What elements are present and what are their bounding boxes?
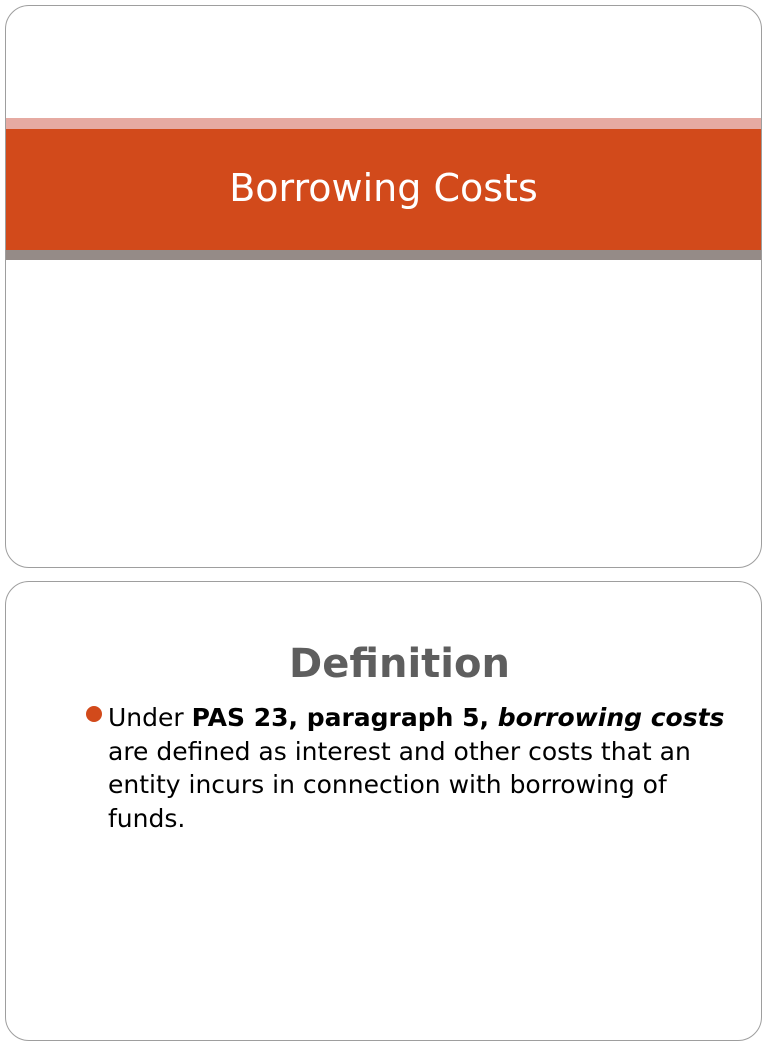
bullet-text [108,701,730,835]
slide-heading: Definition [289,641,510,687]
slide-definition [5,581,762,1041]
bullet-run-rest: are defined as interest and other costs that an entity incurs in connection with borrowing of funds. [108,736,691,833]
bullet-run-bold: PAS 23, paragraph 5, [191,703,498,732]
slide-title-text: Borrowing Costs [229,166,538,210]
bullet-dot-icon [86,706,102,722]
bullet-run-bold-italic: borrowing costs [497,703,725,732]
title-band-accent-top [6,118,761,129]
bullet-run-plain: Under [108,703,192,732]
slide-title [5,5,762,568]
title-band-accent-bottom [6,250,761,260]
